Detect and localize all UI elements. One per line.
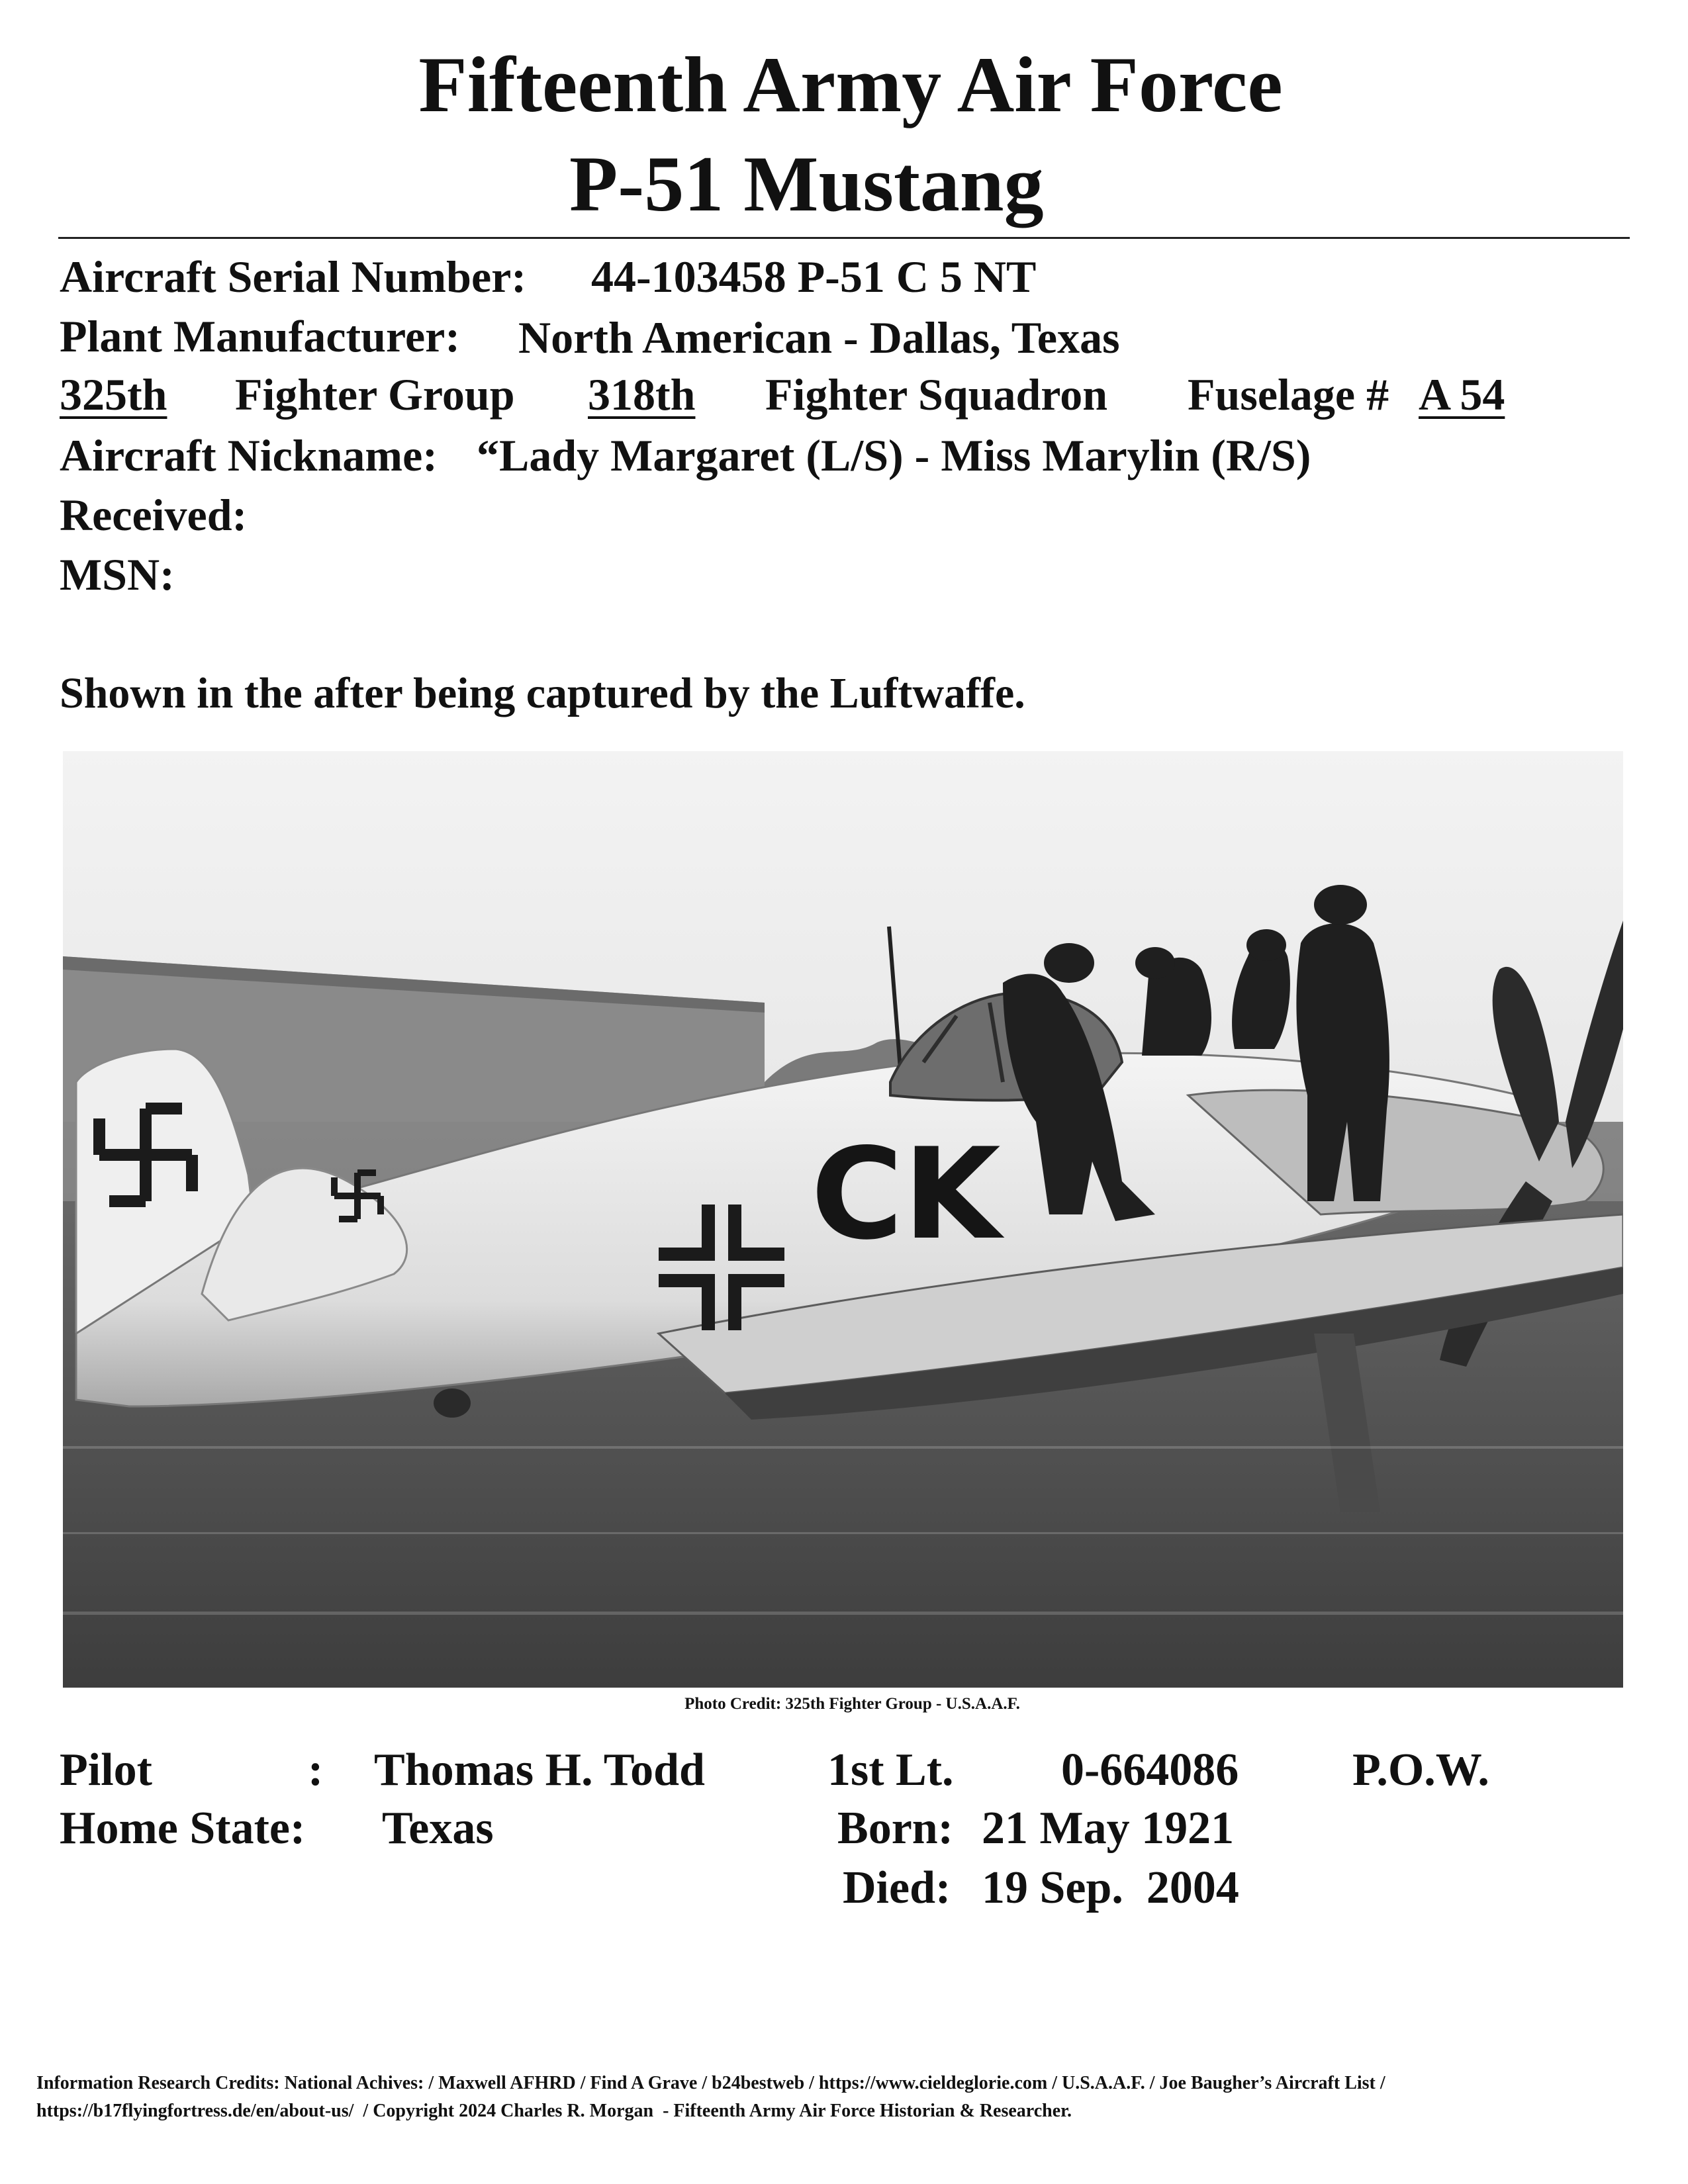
page-title: Fifteenth Army Air Force xyxy=(418,40,1283,128)
pilot-label: Pilot xyxy=(60,1745,152,1796)
aircraft-photo xyxy=(63,751,1623,1688)
died-label: Died: xyxy=(843,1862,951,1913)
pilot-status: P.O.W. xyxy=(1352,1745,1489,1796)
home-state-value: Texas xyxy=(382,1803,494,1854)
squadron-label: Fighter Squadron xyxy=(765,369,1108,420)
nickname-label: Aircraft Nickname: xyxy=(60,430,438,480)
died-date: 19 Sep. 2004 xyxy=(982,1862,1239,1913)
fuselage-label: Fuselage # xyxy=(1188,369,1389,420)
squadron-number xyxy=(588,369,731,420)
received-label: Received: xyxy=(60,490,248,540)
fuselage-value xyxy=(1419,369,1513,420)
title-divider xyxy=(58,237,1630,239)
msn-label: MSN: xyxy=(60,549,175,600)
service-number: 0-664086 xyxy=(1061,1745,1239,1796)
group-number xyxy=(60,369,199,420)
serial-label: Aircraft Serial Number: xyxy=(60,251,526,302)
footer-credits-line2: https://b17flyingfortress.de/en/about-us/ / Copyright 2024 Charles R. Morgan - Fifteenth Army Air Force Historian & Researcher. xyxy=(36,2101,1072,2121)
born-date: 21 May 1921 xyxy=(982,1803,1235,1854)
page-subtitle: P-51 Mustang xyxy=(569,140,1044,228)
manufacturer-value: North American - Dallas, Texas xyxy=(518,312,1120,363)
home-state-label: Home State: xyxy=(60,1803,306,1854)
manufacturer-label: Plant Manufacturer: xyxy=(60,311,460,361)
aircraft-photo-illustration xyxy=(63,751,1623,1688)
photo-credit: Photo Credit: 325th Fighter Group - U.S.A.A.F. xyxy=(684,1695,1020,1713)
pilot-colon: : xyxy=(308,1745,324,1796)
group-label: Fighter Group xyxy=(235,369,515,420)
pilot-name: Thomas H. Todd xyxy=(374,1745,705,1796)
born-label: Born: xyxy=(837,1803,953,1854)
fuselage-value-text: A 54 xyxy=(1419,369,1505,420)
footer-credits-line1: Information Research Credits: National Achives: / Maxwell AFHRD / Find A Grave / b24bestweb / https://www.cieldeglorie.com / U.S.A.A.F. / Joe Baugher’s Aircraft List / xyxy=(36,2073,1385,2093)
nickname-value: “Lady Margaret (L/S) - Miss Marylin (R/S) xyxy=(477,430,1311,480)
serial-value: 44-103458 P-51 C 5 NT xyxy=(591,251,1037,302)
photo-caption: Shown in the after being captured by the Luftwaffe. xyxy=(60,669,1025,717)
fuselage-code: CK xyxy=(811,1121,1001,1267)
group-number-text: 325th xyxy=(60,369,167,420)
squadron-number-text: 318th xyxy=(588,369,696,420)
pilot-rank: 1st Lt. xyxy=(827,1745,954,1796)
